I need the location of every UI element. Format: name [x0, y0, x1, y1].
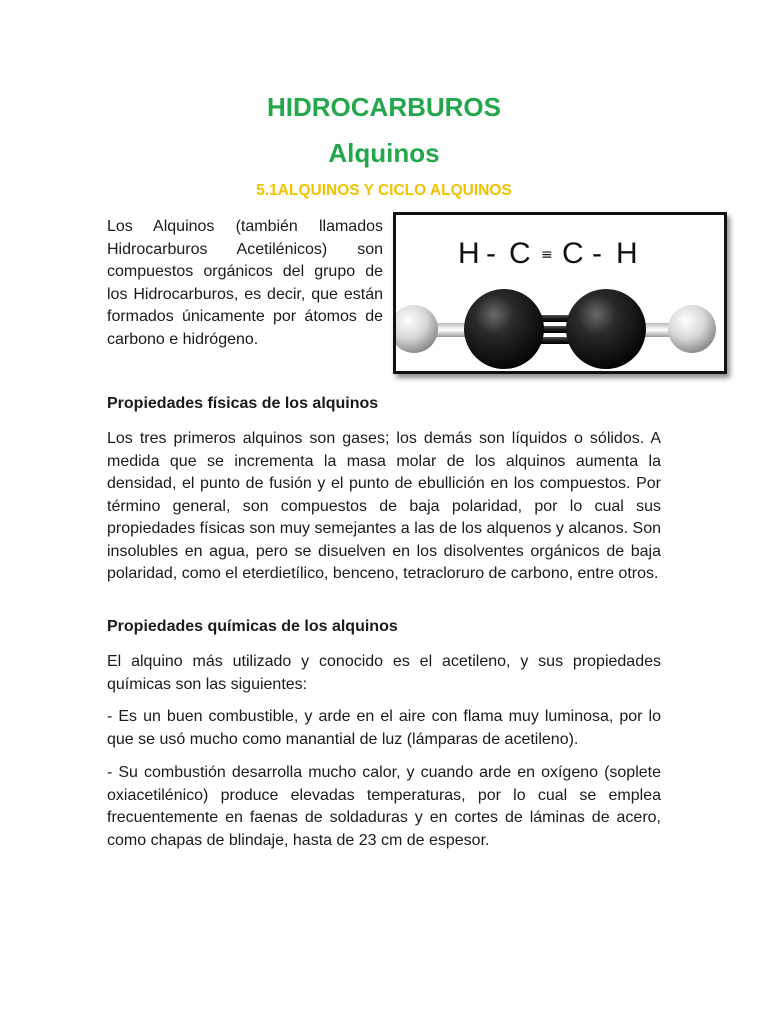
carbon-atom-right — [566, 289, 646, 369]
formula-h-left: H — [458, 237, 480, 270]
acetylene-molecule-figure — [393, 212, 727, 374]
formula-triple-bond: ≡ — [541, 247, 553, 263]
acetylene-molecule-image — [396, 215, 724, 371]
chemical-properties-intro: El alquino más utilizado y conocido es el acetileno, y sus propiedades químicas son las siguientes: — [107, 653, 661, 693]
chemical-property-item-1: - Es un buen combustible, y arde en el aire con flama muy luminosa, por lo que se usó mucho como manantial de luz (lámparas de acetileno). — [107, 708, 661, 748]
page-title: HIDROCARBUROS — [267, 92, 501, 122]
section-title: 5.1ALQUINOS Y CICLO ALQUINOS — [256, 182, 512, 199]
page-subtitle: Alquinos — [328, 138, 440, 168]
physical-properties-paragraph: Los tres primeros alquinos son gases; los demás son líquidos o sólidos. A medida que se incrementa la masa molar de los alquinos aumenta la densidad, el punto de fusión y el punto de ebullición en los compuestos. Por término general, son compuestos de baja polaridad, por lo cual sus propiedades físicas son muy semejantes a las de los alquenos y alcanos. Son insolubles en agua, pero se disuelven en los disolventes orgánicos de baja polaridad, como el eterdietílico, benceno, tetracloruro de carbono, entre otros. — [107, 430, 661, 582]
formula-c-left: C — [509, 237, 531, 270]
formula-dash-left: - — [486, 237, 496, 270]
chemical-properties-heading: Propiedades químicas de los alquinos — [107, 618, 398, 635]
physical-properties-heading: Propiedades físicas de los alquinos — [107, 395, 379, 412]
chemical-property-item-2: - Su combustión desarrolla mucho calor, y cuando arde en oxígeno (soplete oxiacetilénico) produce elevadas temperaturas, por lo cual se emplea frecuentemente en faenas de soldaduras y en cortes de láminas de acero, como chapas de blindaje, hasta de 23 cm de espesor. — [107, 764, 661, 849]
hydrogen-atom-left — [396, 305, 438, 353]
intro-paragraph: Los Alquinos (también llamados Hidrocarburos Acetilénicos) son compuestos orgánicos del grupo de los Hidrocarburos, es decir, que están formados únicamente por átomos de carbono e hidrógeno. — [107, 218, 383, 348]
carbon-atom-left — [464, 289, 544, 369]
formula-dash-right: - — [592, 237, 602, 270]
formula-h-right: H — [616, 237, 638, 270]
hydrogen-atom-right — [668, 305, 716, 353]
formula-c-right: C — [562, 237, 584, 270]
